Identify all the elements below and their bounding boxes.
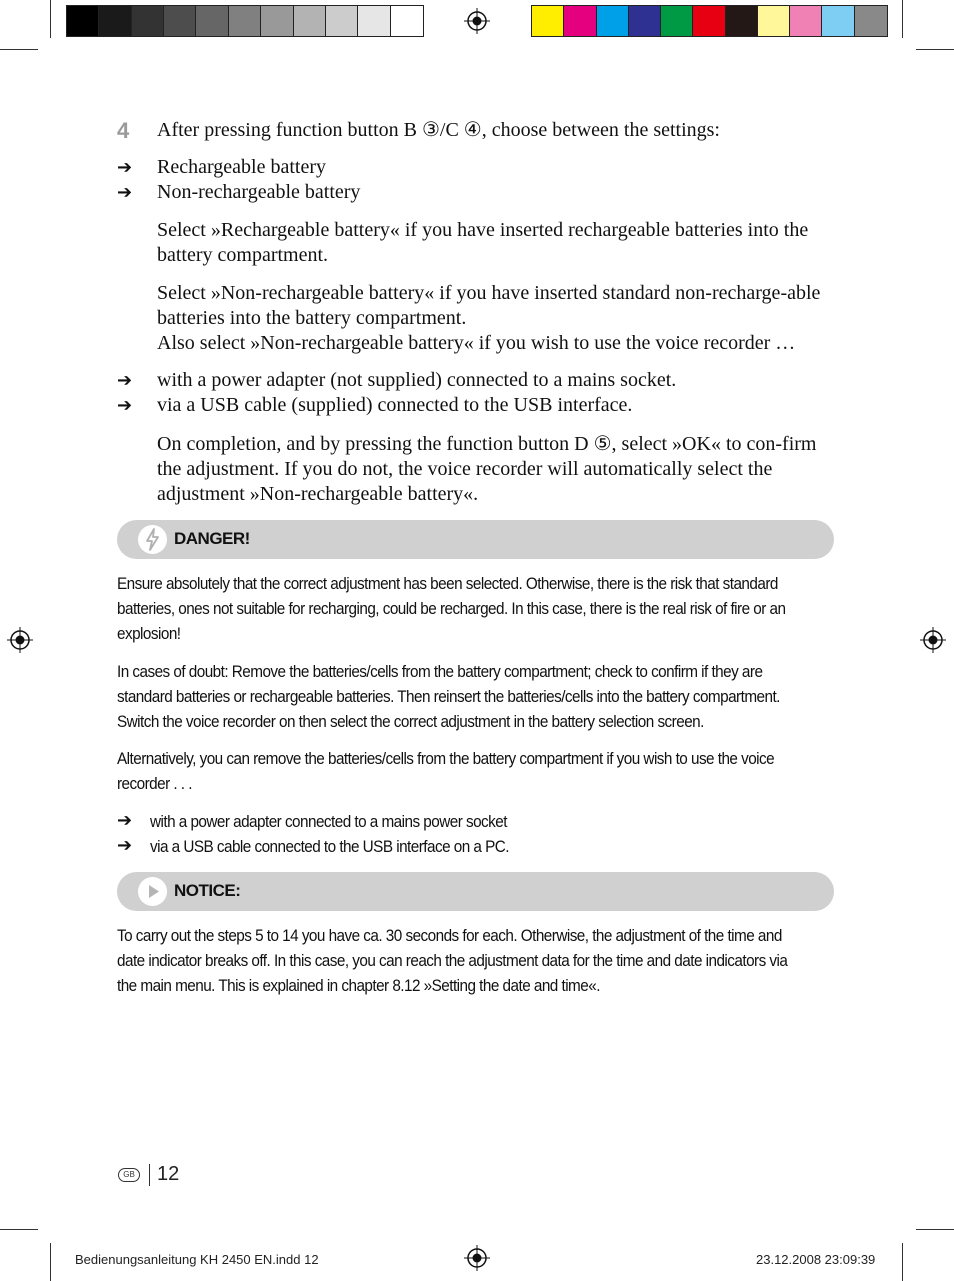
notice-banner xyxy=(117,872,834,911)
color-swatch xyxy=(661,6,693,36)
arrow-right-icon: ➔ xyxy=(117,810,133,831)
step-number: 4 xyxy=(117,118,130,143)
color-swatch xyxy=(99,6,131,36)
slug-datetime: 23.12.2008 23:09:39 xyxy=(756,1252,876,1267)
notice-paragraph: To carry out the steps 5 to 14 you have ca. 30 seconds for each. Otherwise, the adjustment of the time and date indicator breaks off. In this case, you can reach the adjustment data for the time and date indicators via the main menu. This is explained in chapter 8.12 »Setting the date and time«. xyxy=(117,926,788,995)
registration-mark-icon xyxy=(920,627,946,653)
color-calibration-bar xyxy=(531,5,888,37)
arrow-right-icon: ➔ xyxy=(117,370,133,391)
slug-filename: Bedienungsanleitung KH 2450 EN.indd 12 xyxy=(75,1252,319,1267)
paragraph-rechargeable: Select »Rechargeable battery« if you have inserted rechargeable batteries into the battery compartment. xyxy=(157,219,809,266)
crop-mark xyxy=(916,1229,954,1230)
color-swatch xyxy=(67,6,99,36)
registration-mark-icon xyxy=(464,1245,490,1271)
notice-label: NOTICE: xyxy=(174,881,241,900)
lightning-icon xyxy=(138,525,167,554)
use-usb-cable: via a USB cable (supplied) connected to the USB interface. xyxy=(157,394,633,416)
color-swatch xyxy=(693,6,725,36)
crop-mark xyxy=(50,1243,51,1281)
color-swatch xyxy=(855,6,887,36)
color-swatch xyxy=(532,6,564,36)
arrow-right-icon: ➔ xyxy=(117,182,133,203)
color-swatch xyxy=(758,6,790,36)
crop-mark xyxy=(916,49,954,50)
danger-paragraph-3: Alternatively, you can remove the batteries/cells from the battery compartment if you wish to use the voice recorder . . . xyxy=(117,749,775,793)
color-swatch xyxy=(564,6,596,36)
language-badge: GB xyxy=(118,1168,140,1182)
color-swatch xyxy=(358,6,390,36)
danger-paragraph-2: In cases of doubt: Remove the batteries/cells from the battery compartment; check to confirm if they are standard batteries or rechargeable batteries. Then reinsert the batteries/cells into the battery compartment. Switch the voice recorder on then select the correct adjustment in the battery selection screen. xyxy=(117,662,780,731)
color-swatch xyxy=(164,6,196,36)
color-swatch xyxy=(790,6,822,36)
color-swatch xyxy=(196,6,228,36)
crop-mark xyxy=(0,49,38,50)
color-swatch xyxy=(822,6,854,36)
paragraph-completion: On completion, and by pressing the function button D ⑤, select »OK« to con-firm the adjustment. If you do not, the voice recorder will automatically select the adjustment »Non-rechargeable battery«. xyxy=(157,433,817,505)
option-rechargeable: Rechargeable battery xyxy=(157,156,326,178)
crop-mark xyxy=(50,0,51,38)
danger-paragraph-1: Ensure absolutely that the correct adjustment has been selected. Otherwise, there is the risk that standard batteries, ones not suitable for recharging, could be recharged. In this case, there is the real risk of fire or an explosion! xyxy=(117,574,786,643)
arrow-right-icon: ➔ xyxy=(117,157,133,178)
option-non-rechargeable: Non-rechargeable battery xyxy=(157,181,361,203)
color-swatch xyxy=(294,6,326,36)
paragraph-also-select: Also select »Non-rechargeable battery« if you wish to use the voice recorder … xyxy=(157,332,796,354)
play-triangle-icon xyxy=(138,877,167,906)
gray-calibration-bar xyxy=(66,5,424,37)
color-swatch xyxy=(132,6,164,36)
color-swatch xyxy=(391,6,423,36)
page-footer xyxy=(118,1163,179,1186)
danger-item-usb: via a USB cable connected to the USB interface on a PC. xyxy=(150,837,509,856)
step-intro: After pressing function button B ③/C ④, choose between the settings: xyxy=(157,119,720,141)
page-number: 12 xyxy=(157,1163,180,1185)
danger-banner xyxy=(117,520,834,559)
use-power-adapter: with a power adapter (not supplied) connected to a mains socket. xyxy=(157,369,677,391)
registration-mark-icon xyxy=(464,8,490,34)
crop-mark xyxy=(902,0,903,38)
color-swatch xyxy=(629,6,661,36)
crop-mark xyxy=(902,1243,903,1281)
crop-mark xyxy=(0,1229,38,1230)
color-swatch xyxy=(326,6,358,36)
paragraph-non-rechargeable: Select »Non-rechargeable battery« if you have inserted standard non-recharge-able batteries into the battery compartment. xyxy=(157,282,821,329)
arrow-right-icon: ➔ xyxy=(117,835,133,856)
divider xyxy=(149,1164,150,1186)
color-swatch xyxy=(229,6,261,36)
color-swatch xyxy=(726,6,758,36)
registration-mark-icon xyxy=(7,627,33,653)
arrow-right-icon: ➔ xyxy=(117,395,133,416)
danger-item-power-adapter: with a power adapter connected to a mains power socket xyxy=(150,812,507,831)
color-swatch xyxy=(597,6,629,36)
color-swatch xyxy=(261,6,293,36)
danger-label: DANGER! xyxy=(174,529,250,548)
